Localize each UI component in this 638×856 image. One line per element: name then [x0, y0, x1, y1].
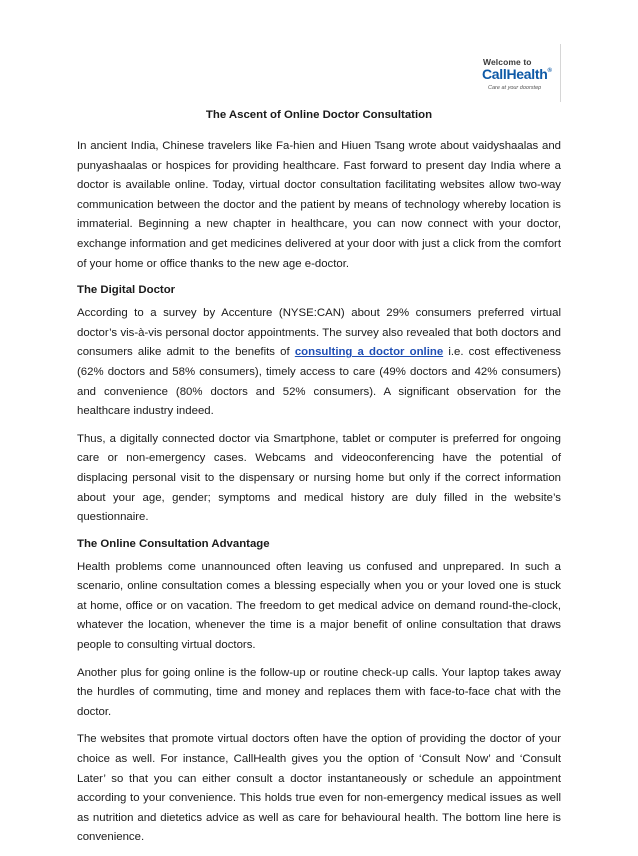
- callhealth-logo: [469, 44, 561, 102]
- intro-paragraph: In ancient India, Chinese travelers like Fa-hien and Hiuen Tsang wrote about vaidyshaalas and punyashaalas or hospices for providing healthcare. Fast forward to present day India where a doctor is available online. Today, virtual doctor consultation facilitating websites allow two-way communication between the doctor and the patient by means of technology whereby location is immaterial. Beginning a new chapter in healthcare, you can now connect with your doctor, exchange information and get medicines delivered at your door with just a click from the comfort of your home or office thanks to the new age e-doctor.: [77, 140, 561, 270]
- paragraph-text: According to a survey by Accenture (NYSE:CAN) about 29% consumers preferred virtual doctor’s vis-à-vis personal doctor appointments. The survey also revealed that both doctors and consumers alike admit to the benefits of: [77, 307, 561, 359]
- logo-tagline: Care at your doorstep: [488, 85, 542, 91]
- logo-registered-mark: ®: [547, 68, 552, 74]
- section-heading-digital-doctor: The Digital Doctor: [77, 284, 176, 297]
- document-body: [77, 107, 561, 856]
- logo-brand-text: [482, 66, 552, 82]
- online-advantage-paragraph-1: Health problems come unannounced often leaving us confused and unprepared. In such a scenario, online consultation comes a blessing especially when you or your loved one is stuck at home, office or on vacation. The freedom to get medical advice on demand round-the-clock, whatever the location, whenever the time is a major benefit of online consultation that draws people to consulting virtual doctors.: [77, 560, 561, 652]
- document-title: The Ascent of Online Doctor Consultation: [205, 109, 433, 121]
- online-advantage-paragraph-3: The websites that promote virtual doctors often have the option of providing the doctor of your choice as well. For instance, CallHealth gives you the option of ‘Consult Now’ and ‘Consult Later’ so that you can either consult a doctor instantaneously or schedule an appointment according to your convenience. This holds true even for non-emergency medical issues as well as nutrition and dietetics advice as well as care for behavioural health. The bottom line here is convenience.: [77, 733, 561, 844]
- digital-doctor-paragraph-2: Thus, a digitally connected doctor via Smartphone, tablet or computer is preferred for ongoing care or non-emergency cases. Webcams and videoconferencing have the potential of displacing personal visit to the dispensary or nursing home but only if the correct information about your age, gender; symptoms and medical history are duly filled in the website’s questionnaire.: [77, 432, 561, 524]
- section-heading-online-advantage: The Online Consultation Advantage: [77, 537, 270, 550]
- digital-doctor-paragraph-1: [77, 304, 561, 422]
- consulting-doctor-online-link[interactable]: consulting a doctor online: [294, 346, 444, 359]
- paragraph-text: i.e. cost effectiveness (62% doctors and 58% consumers), timely access to care (49% doctors and 42% consumers) and convenience (80% doctors and 52% consumers). A significant observation for the healthcare industry indeed.: [77, 346, 561, 418]
- online-advantage-paragraph-2: Another plus for going online is the follow-up or routine check-up calls. Your laptop takes away the hurdles of commuting, time and money and replaces them with face-to-face chat with the doctor.: [77, 666, 561, 718]
- logo-welcome-text: Welcome to: [483, 57, 532, 67]
- logo-brand-name: CallHealth: [482, 66, 548, 82]
